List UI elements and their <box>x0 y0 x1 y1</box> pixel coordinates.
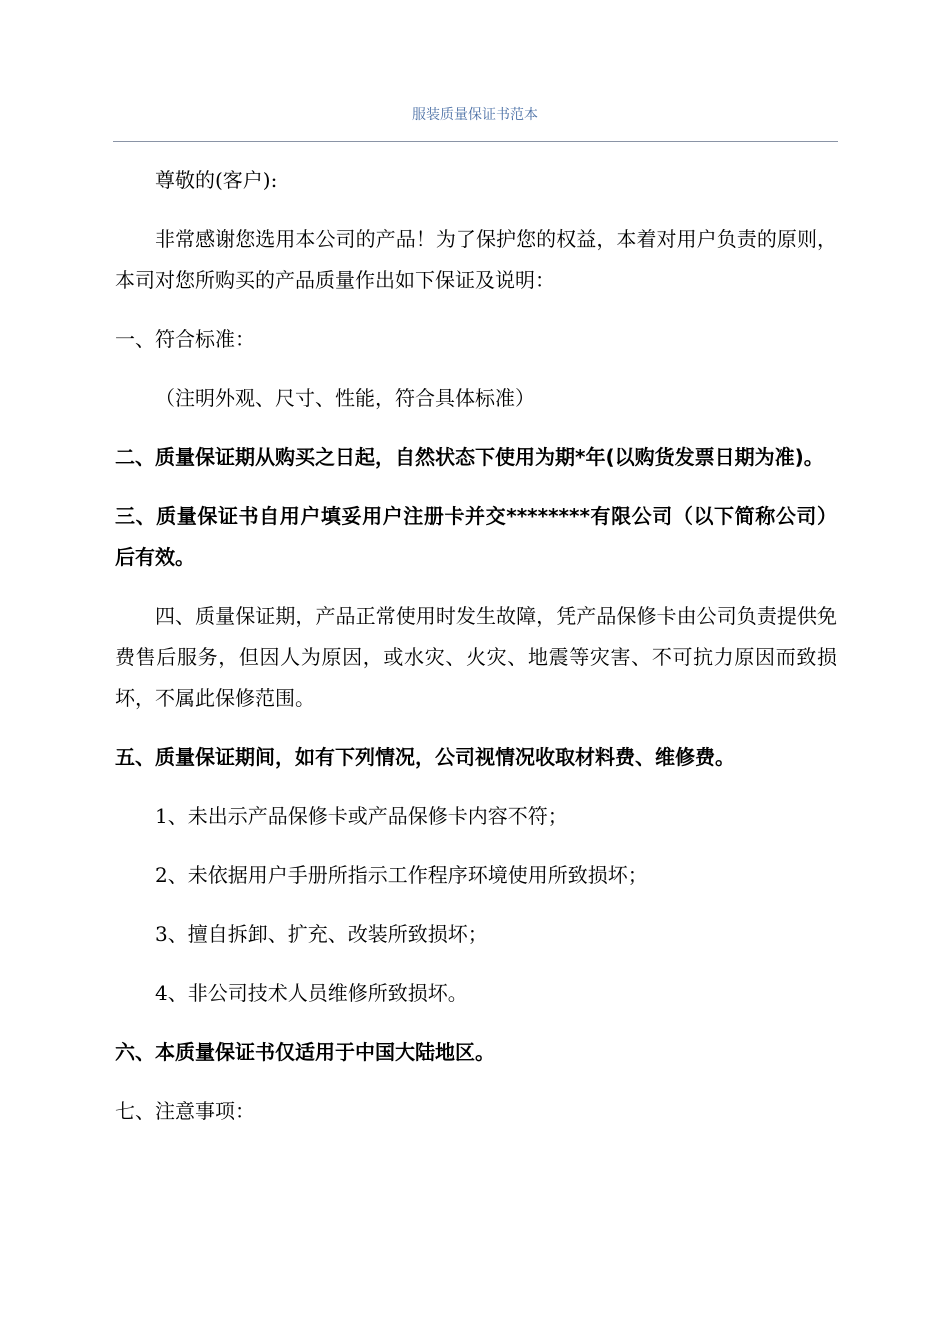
section-5-item-3: 3、擅自拆卸、扩充、改装所致损坏； <box>155 922 488 946</box>
section-5-item-2: 2、未依据用户手册所指示工作程序环境使用所致损坏； <box>155 863 648 887</box>
page-header-title: 服装质量保证书范本 <box>412 107 538 123</box>
document-body <box>115 160 837 1150</box>
section-5-item-4: 4、非公司技术人员维修所致损坏。 <box>155 981 468 1005</box>
salutation: 尊敬的(客户): <box>155 168 278 192</box>
section-7-title: 七、注意事项： <box>115 1099 255 1123</box>
section-6: 六、本质量保证书仅适用于中国大陆地区。 <box>115 1040 495 1064</box>
section-2: 二、质量保证期从购买之日起，自然状态下使用为期*年(以购货发票日期为准)。 <box>115 445 824 469</box>
section-5-item-1: 1、未出示产品保修卡或产品保修卡内容不符； <box>155 804 568 828</box>
section-5: 五、质量保证期间，如有下列情况，公司视情况收取材料费、维修费。 <box>115 745 735 769</box>
intro-paragraph: 非常感谢您选用本公司的产品！为了保护您的权益，本着对用户负责的原则，本司对您所购买的产品质量作出如下保证及说明： <box>115 227 837 292</box>
section-1-note: （注明外观、尺寸、性能，符合具体标准） <box>155 386 535 410</box>
section-3: 三、质量保证书自用户填妥用户注册卡并交********有限公司（以下简称公司）后有效。 <box>115 504 837 569</box>
section-1-title: 一、符合标准： <box>115 327 255 351</box>
section-4: 四、质量保证期，产品正常使用时发生故障，凭产品保修卡由公司负责提供免费售后服务，但因人为原因，或水灾、火灾、地震等灾害、不可抗力原因而致损坏，不属此保修范围。 <box>115 604 837 710</box>
header-divider <box>113 141 838 142</box>
